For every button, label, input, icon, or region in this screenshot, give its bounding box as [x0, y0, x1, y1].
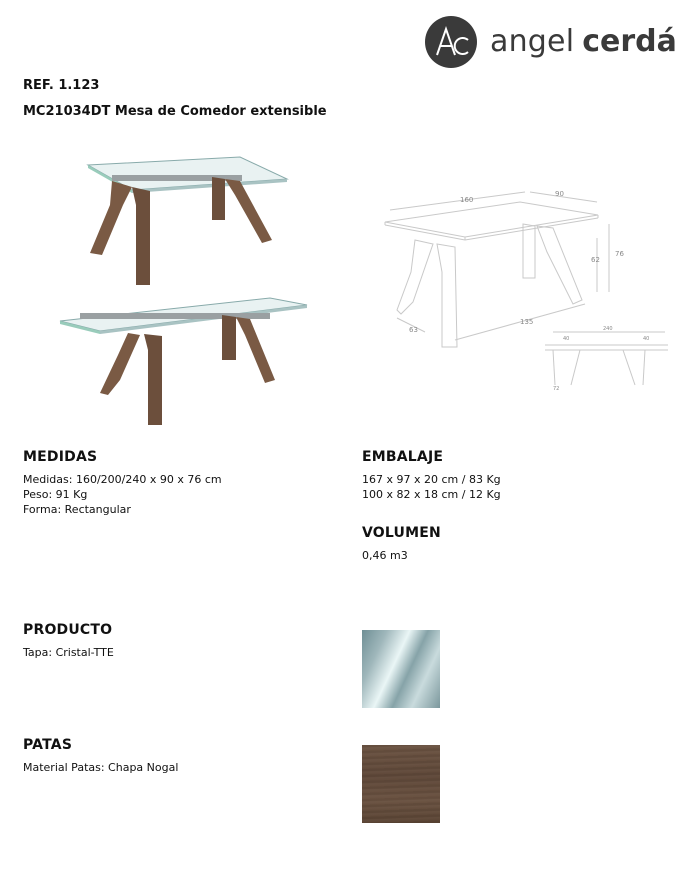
brand-name-light: angel — [490, 24, 575, 59]
dim-label-width: 160 — [460, 196, 474, 204]
dim-label-depth: 90 — [555, 190, 564, 198]
brand-name-bold: cerdá — [582, 24, 677, 59]
medidas-dimensions: Medidas: 160/200/240 x 90 x 76 cm — [23, 473, 222, 486]
table-extended-image — [60, 298, 307, 425]
producto-heading: PRODUCTO — [23, 622, 113, 638]
walnut-swatch — [362, 745, 440, 823]
dim-label-leg-spread: 63 — [409, 326, 418, 334]
volumen-heading: VOLUMEN — [362, 525, 441, 541]
embalaje-package-1: 167 x 97 x 20 cm / 83 Kg — [362, 473, 501, 486]
dimensions-drawing — [375, 182, 675, 392]
dim-label-base: 135 — [520, 318, 534, 326]
dim-label-ext-left: 40 — [563, 336, 570, 342]
dim-label-ext-right: 40 — [643, 336, 650, 342]
dim-label-extended: 240 — [603, 326, 613, 332]
embalaje-package-2: 100 x 82 x 18 cm / 12 Kg — [362, 488, 501, 501]
medidas-weight: Peso: 91 Kg — [23, 488, 88, 501]
embalaje-block — [362, 472, 501, 502]
medidas-block — [23, 472, 222, 517]
glass-swatch — [362, 630, 440, 708]
brand-logo — [424, 13, 686, 71]
logo-mark-icon — [424, 15, 478, 69]
patas-heading: PATAS — [23, 737, 73, 753]
product-ref: REF. 1.123 — [23, 78, 100, 93]
patas-material: Material Patas: Chapa Nogal — [23, 761, 179, 774]
product-photo — [40, 135, 330, 440]
product-model: MC21034DT Mesa de Comedor extensible — [23, 104, 327, 119]
dim-label-height: 76 — [615, 250, 624, 258]
volumen-value: 0,46 m3 — [362, 549, 408, 562]
brand-wordmark — [490, 24, 677, 59]
medidas-shape: Forma: Rectangular — [23, 503, 131, 516]
table-closed-image — [88, 157, 287, 285]
dim-label-side-height: 72 — [553, 386, 560, 392]
producto-top: Tapa: Cristal-TTE — [23, 646, 114, 659]
medidas-heading: MEDIDAS — [23, 449, 98, 465]
dim-label-leg-height: 62 — [591, 256, 600, 264]
embalaje-heading: EMBALAJE — [362, 449, 444, 465]
